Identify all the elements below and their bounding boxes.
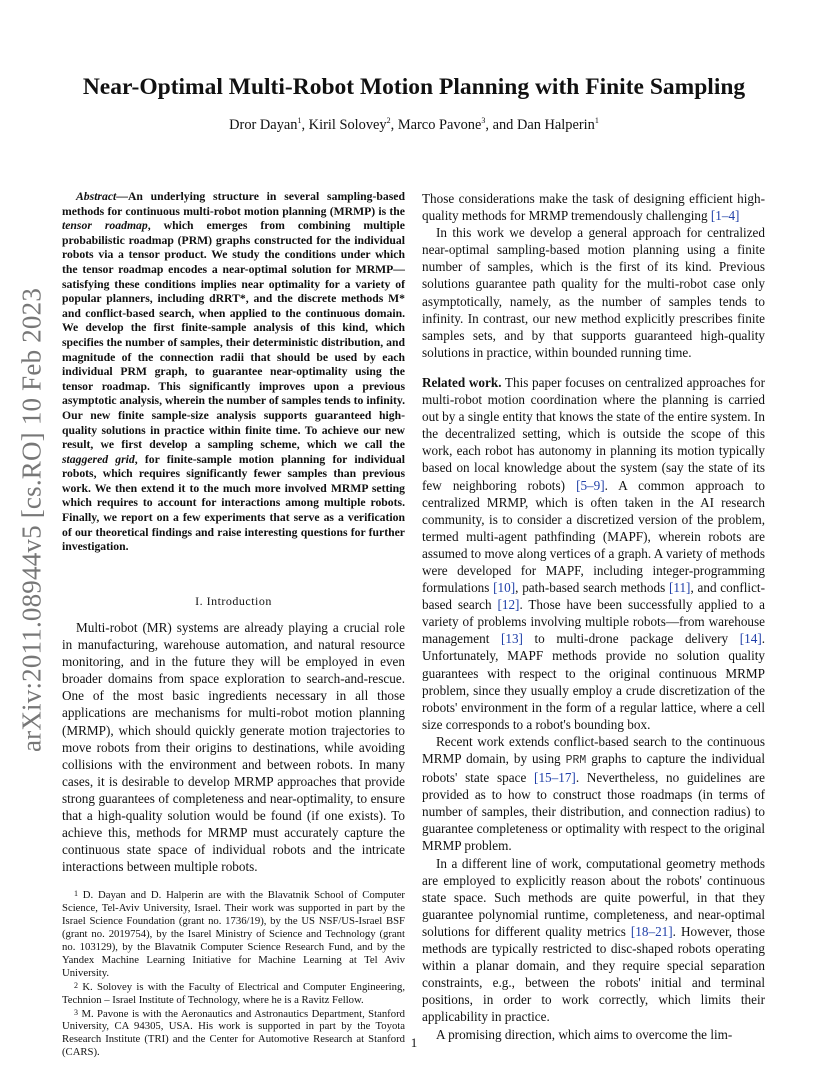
paragraph: In this work we develop a general approach for centralized near-optimal sampling-based motion planning using a finite number of samples, which is the first of its kind. Previous solutions guarantee path quality for the multi-robot case only asymptotically, namely, as the number of samples tends to infinity. In contrast, our new method explicitly prescribes finite samples sets, and by that supports guaranteed high-quality solutions in practice, within bounded running time. xyxy=(422,225,765,360)
citation-link[interactable]: [12] xyxy=(497,597,520,613)
emphasis: staggered grid xyxy=(62,452,135,466)
abstract: Abstract—An underlying structure in several sampling-based methods for continuous multi-robot motion planning (MRMP) is the tensor roadmap, which emerges from combining multiple probabilistic roadmap (PRM) graphs constructed for the individual robots via a tensor product. We study the conditions under which the tensor roadmap encodes a near-optimal solution for MRMP—satisfying these conditions implies near optimality for a variety of popular planners, including dRRT*, and the discrete methods M* and conflict-based search, when applied to the continuous domain. We develop the first finite-sample analysis of this kind, which specifies the number of samples, their deterministic distribution, and magnitude of the connection radii that should be used by each individual PRM graph, to guarantee near-optimality using the tensor roadmap. This significantly improves upon a previous asymptotic analysis, wherein the number of samples tends to infinity. Our new finite sample-size analysis supports guaranteed high-quality solutions in practice within finite time. To achieve our new result, we first develop a sampling scheme, which we call the staggered grid, for finite-sample motion planning for individual robots, which requires significantly fewer samples than previous work. We then extend it to the much more involved MRMP setting which requires to account for interactions among multiple robots. Finally, we report on a few experiments that serve as a verification of our theoretical findings and raise interesting questions for further investigation. xyxy=(62,190,406,554)
author-name: Dror Dayan xyxy=(229,117,298,133)
footnotes xyxy=(62,889,405,1059)
author-name: and Dan Halperin xyxy=(492,117,595,133)
related-work-paragraph: Related work. This paper focuses on centralized approaches for multi-robot motion coordination where the planning is carried out by a single entity that knows the state of the entire system. In the decentralized setting, which is outside the scope of this work, each robot has autonomy in planning its motion typically based on local knowledge about the system (say the state of its few neighboring robots) [5–9]. A common approach to centralized MRMP, which is often taken in the AI research community, is to consider a discretized version of the problem, termed multi-agent pathfinding (MAPF), wherein robots are assumed to move along vertices of a graph. A variety of methods were developed for MAPF, including integer-programming formulations [10], path-based search methods [11], and conflict-based search [12]. Those have been successfully applied to a variety of problems involving multiple robots—from warehouse management [13] to multi-drone package delivery [14]. Unfortunately, MAPF methods provide no solution quality guarantees with respect to the original continuous MRMP problem, since they usually employ a crude discretization of the robots' environment in the form of a regular lattice, where a cell size corresponds to a robot's bounding box. xyxy=(422,374,766,732)
paragraph: Recent work extends conflict-based search to the continuous MRMP domain, by using PRM graphs to capture the individual robots' state space [15–17]. Nevertheless, no guidelines are provided as to how to construct those roadmaps (in terms of number of samples, their distribution, and connection radius) to guarantee completeness or optimality with respect to the original MRMP problem. xyxy=(422,733,765,854)
citation-link[interactable]: [14] xyxy=(739,631,762,647)
paragraph: In a different line of work, computational geometry methods are employed to explicitly reason about the robots' continuous state space. Such methods are quite powerful, in that they guarantee polynomial runtime, completeness, and near-optimal solutions for different quality metrics [18–21]. However, those methods are typically restricted to disc-shaped robots operating within a planar domain, and they require special separation constraints, e.g., between the robots' initial and terminal positions, in order to work correctly, which limits their applicability in practice. xyxy=(422,855,765,1025)
author-name: Kiril Solovey xyxy=(308,117,387,133)
left-column xyxy=(62,190,405,1060)
citation-link[interactable]: [18–21] xyxy=(630,923,673,939)
abstract-label: Abstract xyxy=(76,190,117,203)
footnote-3: $^3$ M. Pavone is with the Aeronautics and Astronautics Department, Stanford University, CA 94305, USA. His work is supported in part by the Toyota Research Institute (TRI) and the Center for Automotive Research at Stanford (CARS). xyxy=(62,1007,405,1059)
affiliation-mark: 2 xyxy=(386,116,391,125)
citation-link[interactable]: [13] xyxy=(500,631,523,647)
citation-link[interactable]: [15–17] xyxy=(534,770,576,786)
emphasis: tensor roadmap xyxy=(62,219,148,233)
right-column xyxy=(422,190,765,1043)
citation-link[interactable]: [11] xyxy=(668,580,691,596)
footnote-2: $^2$ K. Solovey is with the Faculty of Electrical and Computer Engineering, Technion – Israel Institute of Technology, where he is a Ravitz Fellow. xyxy=(62,980,405,1006)
related-work-heading: Related work. xyxy=(422,374,502,390)
author-list: Dror Dayan$^1$, Kiril Solovey$^2$, Marco Pavone$^3$, and Dan Halperin$^1$ xyxy=(229,116,599,133)
citation-link[interactable]: [10] xyxy=(493,580,516,596)
paragraph: Those considerations make the task of designing efficient high-quality methods for MRMP tremendously challenging [1–4] xyxy=(422,191,765,224)
citation-link[interactable]: [1–4] xyxy=(710,208,740,224)
author-name: Marco Pavone xyxy=(397,117,482,133)
affiliation-mark: 3 xyxy=(481,116,486,125)
paragraph: A promising direction, which aims to overcome the lim- xyxy=(436,1026,733,1042)
prm-code: PRM xyxy=(565,754,587,767)
arxiv-side-label: arXiv:2011.08944v5 [cs.RO] 10 Feb 2023 xyxy=(16,287,47,753)
affiliation-mark: 1 xyxy=(594,116,599,125)
section-heading-introduction: I. Introduction xyxy=(195,593,272,608)
citation-link[interactable]: [5–9] xyxy=(576,477,605,493)
paper-title: Near-Optimal Multi-Robot Motion Planning with Finite Sampling xyxy=(82,74,746,100)
footnote-1: $^1$ D. Dayan and D. Halperin are with the Blavatnik School of Computer Science, Tel-Aviv University, Israel. Their work was supported in part by the Israel Science Foundation (grant no. 1736/19), by the US NSF/US-Israel BSF (grant no. 2019754), by the Isarel Ministry of Science and Technology (grant no. 103129), by the Blavatnik Computer Science Research Fund, and by the Yandex Machine Learning Initiative for Machine Learning at Tel Aviv University. xyxy=(62,889,405,979)
affiliation-mark: 1 xyxy=(297,116,302,125)
intro-paragraph: Multi-robot (MR) systems are already playing a crucial role in manufacturing, warehouse automation, and natural resource monitoring, and in the future they will be employed in even broader domains from space exploration to search-and-rescue. One of the most basic ingredients necessary in all those applications are mechanisms for multi-robot motion planning (MRMP), which should quickly generate motion trajectories to move robots from their origins to destinations, while avoiding collisions with the environment and between robots. In many cases, it is desirable to develop MRMP approaches that provide strong guarantees of completeness and near-optimality, to ensure that a high-quality solution would be found (if one exists). To achieve this, methods for MRMP must accurately capture the continuous state space of individual robots and the intricate interactions between multiple robots. xyxy=(62,619,405,875)
page-number: 1 xyxy=(410,1035,418,1050)
